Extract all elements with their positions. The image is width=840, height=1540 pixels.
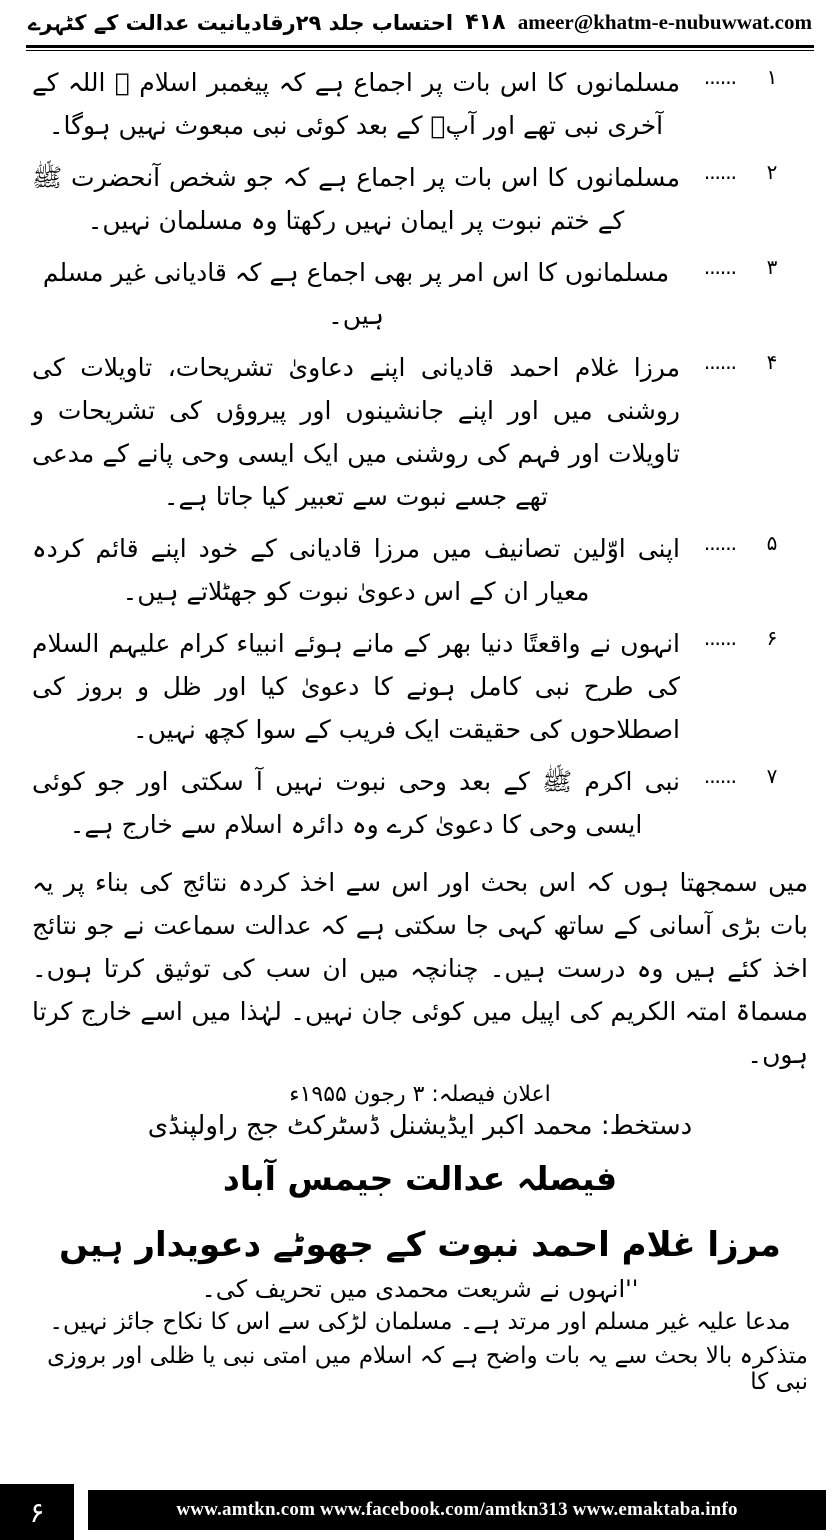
claim-heading: مرزا غلام احمد نبوت کے جھوٹے دعویدار ہیں <box>59 1225 781 1265</box>
list-item-dots: ...... <box>703 764 736 788</box>
list-item-text: مسلمانوں کا اس امر پر بھی اجماع ہے کہ قادیانی غیر مسلم ہیں۔ <box>42 258 670 330</box>
list-item-dots: ...... <box>703 350 736 374</box>
announcement-date: اعلان فیصلہ: ۳ رجون ۱۹۵۵ء <box>289 1082 551 1107</box>
header-divider-thick <box>26 45 814 48</box>
list-item-text: مسلمانوں کا اس بات پر اجماع ہے کہ جو شخص آنحضرت ﷺ کے ختم نبوت پر ایمان نہیں رکھتا وہ مسلمان نہیں۔ <box>32 163 680 235</box>
list-item <box>32 346 808 518</box>
list-item-dots: ...... <box>703 531 736 555</box>
closing-paragraph: میں سمجھتا ہوں کہ اس بحث اور اس سے اخذ کردہ نتائج کی بناء پر یہ بات بڑی آسانی کے ساتھ کہی جا سکتی ہے کہ عدالت سماعت نے جو نتائج اخذ کئے ہیں وہ درست ہیں۔ چنانچہ میں ان سب کی توثیق کرتا ہوں۔ مسماۃ امتہ الکریم کی اپیل میں کوئی جان نہیں۔ لہٰذا میں اسے خارج کرتا ہوں۔ <box>32 868 808 1069</box>
list-item <box>32 527 808 613</box>
list-item-dots: ...... <box>703 160 736 184</box>
list-item-number: ۱ <box>766 65 778 89</box>
list-item-text: اپنی اوّلین تصانیف میں مرزا قادیانی کے خود اپنے قائم کردہ معیار ان کے اس دعویٰ نبوت کو جھٹلاتے ہیں۔ <box>32 534 680 606</box>
list-item <box>32 251 808 337</box>
claim-line-2: مدعا علیہ غیر مسلم اور مرتد ہے۔ مسلمان لڑکی سے اس کا نکاح جائز نہیں۔ <box>49 1309 791 1335</box>
list-item-number: ۶ <box>766 626 778 650</box>
list-item-number: ۳ <box>766 255 778 279</box>
list-item-number: ۵ <box>766 531 778 555</box>
list-item-number: ۷ <box>766 764 778 788</box>
list-item-dots: ...... <box>703 65 736 89</box>
contact-email: ameer@khatm-e-nubuwwat.com <box>517 10 812 34</box>
list-item-text: مسلمانوں کا اس بات پر اجماع ہے کہ پیغمبر اسلام ﷺ اللہ کے آخری نبی تھے اور آپؐ کے بعد کوئی نبی مبعوث نہیں ہوگا۔ <box>32 68 680 140</box>
footer-links[interactable]: www.amtkn.com www.facebook.com/amtkn313 www.emaktaba.info <box>88 1490 826 1530</box>
page-header <box>20 0 820 41</box>
list-item-dots: ...... <box>703 255 736 279</box>
list-item-number: ۴ <box>766 350 778 374</box>
list-item <box>32 156 808 242</box>
book-title: احتساب جلد ۲۹رقادیانیت عدالت کے کٹہرے <box>28 10 454 35</box>
footer-page-number: ۶ <box>0 1484 74 1540</box>
court-decision-title: فیصلہ عدالت جیمس آباد <box>222 1159 618 1198</box>
page-number-arabic: ۴۱۸ <box>465 10 506 35</box>
claim-line-1: ''انہوں نے شریعت محمدی میں تحریف کی۔ <box>201 1275 639 1303</box>
list-item-text: نبی اکرم ﷺ کے بعد وحی نبوت نہیں آ سکتی اور جو کوئی ایسی وحی کا دعویٰ کرے وہ دائرہ اسلام سے خارج ہے۔ <box>32 767 680 839</box>
list-item-text: انہوں نے واقعتًا دنیا بھر کے مانے ہوئے انبیاء کرام علیہم السلام کی طرح نبی کامل ہونے کا دعویٰ کیا اور ظل و بروز کی اصطلاحوں کی حقیقت ایک فریب کے سوا کچھ نہیں۔ <box>32 629 680 744</box>
list-item <box>32 760 808 846</box>
list-item-number: ۲ <box>766 160 778 184</box>
page-footer <box>0 1484 840 1540</box>
numbered-list <box>20 51 820 846</box>
judge-signature: دستخط: محمد اکبر ایڈیشنل ڈسٹرکٹ جج راولپنڈی <box>147 1111 693 1141</box>
list-item <box>32 61 808 147</box>
claim-line-3: متذکرہ بالا بحث سے یہ بات واضح ہے کہ اسلام میں امتی نبی یا ظلی اور بروزی نبی کا <box>47 1343 808 1395</box>
list-item-text: مرزا غلام احمد قادیانی اپنے دعاویٰ تشریحات، تاویلات کی روشنی میں اور اپنے جانشینوں اور پیروؤں کی تشریحات و تاویلات اور فہم کی روشنی میں ایک ایسی وحی پانے کے مدعی تھے جسے نبوت سے تعبیر کیا جاتا ہے۔ <box>32 353 680 511</box>
list-item <box>32 622 808 751</box>
list-item-dots: ...... <box>703 626 736 650</box>
